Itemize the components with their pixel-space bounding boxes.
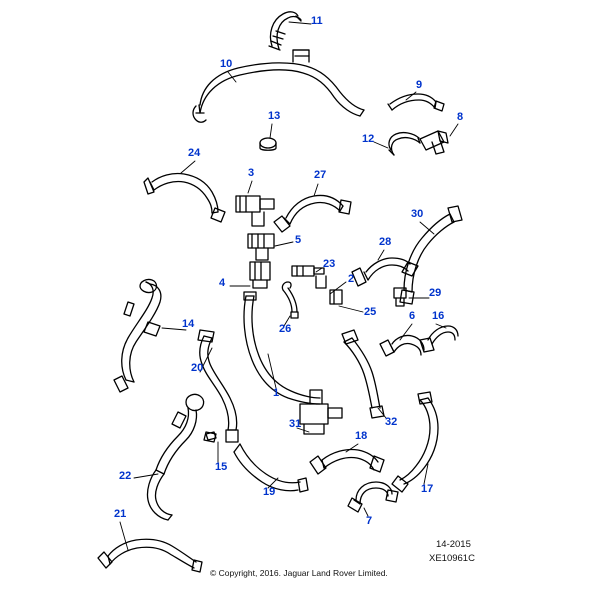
callout-22: 22: [119, 470, 132, 482]
callout-11: 11: [311, 15, 323, 27]
copyright-notice: © Copyright, 2016. Jaguar Land Rover Limited.: [210, 568, 388, 578]
callout-31: 31: [289, 418, 302, 430]
callout-2: 2: [348, 273, 355, 285]
callout-29: 29: [429, 287, 442, 299]
callout-26: 26: [279, 323, 292, 335]
callout-1: 1: [273, 387, 280, 399]
callout-15: 15: [215, 461, 228, 473]
callout-13: 13: [268, 110, 281, 122]
date-code: 14-2015: [436, 539, 471, 550]
callout-18: 18: [355, 430, 368, 442]
callout-14: 14: [182, 318, 195, 330]
callout-8: 8: [457, 111, 464, 123]
callout-27: 27: [314, 169, 327, 181]
callout-25: 25: [364, 306, 377, 318]
callout-5: 5: [295, 234, 302, 246]
callout-21: 21: [114, 508, 127, 520]
callout-32: 32: [385, 416, 398, 428]
callout-16: 16: [432, 310, 445, 322]
callout-6: 6: [409, 310, 416, 322]
callout-23: 23: [323, 258, 336, 270]
callout-24: 24: [188, 147, 201, 159]
callout-30: 30: [411, 208, 424, 220]
callout-12: 12: [362, 133, 375, 145]
callout-17: 17: [421, 483, 434, 495]
callout-19: 19: [263, 486, 276, 498]
callout-20: 20: [191, 362, 204, 374]
callout-7: 7: [366, 515, 373, 527]
callout-28: 28: [379, 236, 392, 248]
callout-9: 9: [416, 79, 423, 91]
callout-3: 3: [248, 167, 255, 179]
drawing-code: XE10961C: [429, 553, 475, 564]
callout-4: 4: [219, 277, 226, 289]
callout-10: 10: [220, 58, 233, 70]
